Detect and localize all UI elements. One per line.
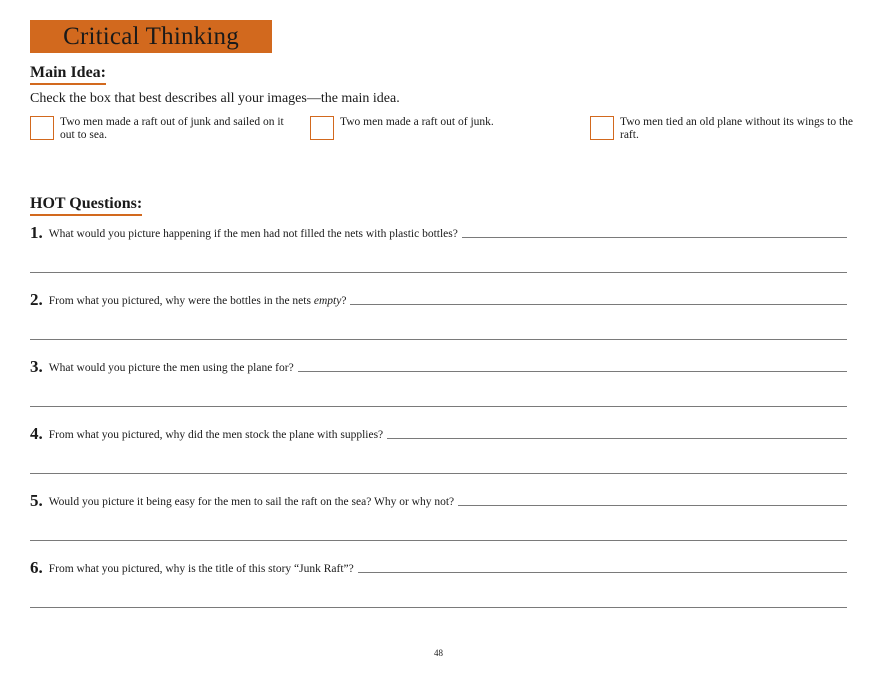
question-number: 5.: [30, 491, 43, 510]
question-2: [30, 291, 847, 341]
question-number: 1.: [30, 223, 43, 242]
answer-field[interactable]: [462, 237, 847, 238]
question-1: [30, 224, 847, 274]
question-text: From what you pictured, why is the title of this story “Junk Raft”?: [48, 563, 354, 575]
title-banner: [30, 20, 272, 53]
question-5: [30, 492, 847, 542]
question-text: What would you picture happening if the men had not filled the nets with plastic bottles?: [48, 228, 458, 240]
question-number: 3.: [30, 357, 43, 376]
answer-field[interactable]: [298, 371, 847, 372]
choice-label-2: Two men made a raft out of junk.: [340, 116, 494, 128]
question-number: 6.: [30, 558, 43, 577]
question-text: What would you picture the men using the plane for?: [48, 362, 294, 374]
question-text: From what you pictured, why did the men stock the plane with supplies?: [48, 429, 384, 441]
question-4: [30, 425, 847, 475]
choice-label-3: Two men tied an old plane without its wings to the raft.: [620, 116, 853, 141]
answer-field[interactable]: [358, 572, 847, 573]
main-idea-choice-3: [590, 116, 860, 142]
hot-questions-heading: HOT Questions:: [30, 195, 142, 216]
answer-line[interactable]: [30, 272, 847, 273]
answer-field[interactable]: [350, 304, 847, 305]
main-idea-instruction: Check the box that best describes all your images—the main idea.: [30, 91, 400, 106]
question-3: [30, 358, 847, 408]
question-number: 4.: [30, 424, 43, 443]
question-text: From what you pictured, why were the bottles in the nets empty?: [48, 295, 347, 307]
page-title: Critical Thinking: [63, 22, 239, 50]
question-6: [30, 559, 847, 609]
answer-line[interactable]: [30, 406, 847, 407]
answer-line[interactable]: [30, 540, 847, 541]
answer-line[interactable]: [30, 473, 847, 474]
answer-line[interactable]: [30, 607, 847, 608]
checkbox-2[interactable]: [310, 116, 334, 140]
question-text: Would you picture it being easy for the men to sail the raft on the sea? Why or why not?: [48, 496, 455, 508]
question-number: 2.: [30, 290, 43, 309]
checkbox-3[interactable]: [590, 116, 614, 140]
main-idea-choice-2: [310, 116, 570, 140]
answer-line[interactable]: [30, 339, 847, 340]
answer-field[interactable]: [458, 505, 847, 506]
emphasis-text: empty: [313, 295, 342, 307]
main-idea-choice-1: [30, 116, 290, 142]
checkbox-1[interactable]: [30, 116, 54, 140]
answer-field[interactable]: [387, 438, 847, 439]
main-idea-heading: Main Idea:: [30, 64, 106, 85]
page-number: 48: [434, 648, 443, 658]
choice-label-1: Two men made a raft out of junk and sailed on it out to sea.: [60, 116, 284, 141]
